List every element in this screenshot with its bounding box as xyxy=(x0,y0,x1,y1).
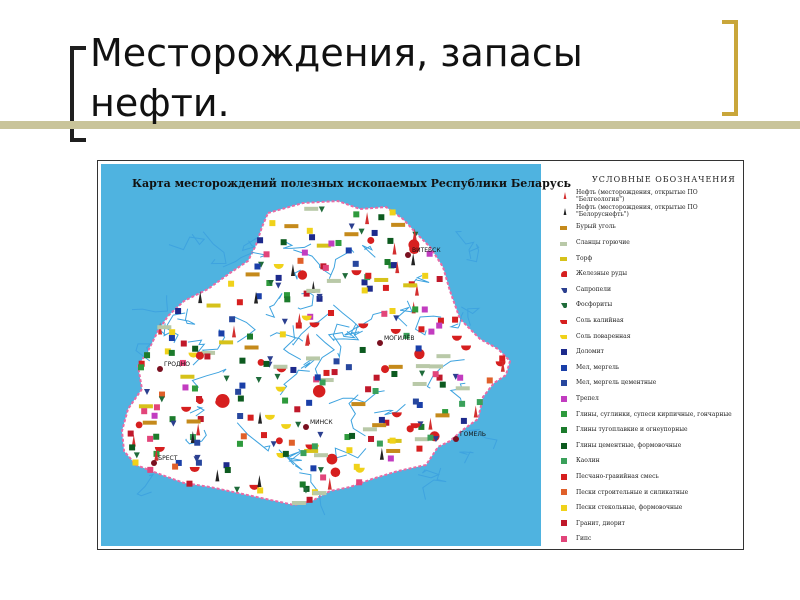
legend-item-label: Доломит xyxy=(576,348,604,356)
deposit-marker xyxy=(169,335,175,341)
deposit-marker xyxy=(320,474,326,480)
deposit-marker xyxy=(284,296,290,302)
map-title: Карта месторождений полезных ископаемых Республики Беларусь xyxy=(132,177,572,190)
deposit-marker xyxy=(257,487,263,493)
legend-item xyxy=(550,391,740,407)
deposit-marker xyxy=(353,261,359,267)
deposit-marker xyxy=(169,350,175,356)
deposit-marker xyxy=(452,317,458,323)
city-label: ВИТЕБСК xyxy=(412,247,441,254)
legend-item xyxy=(550,282,740,298)
city-label: МИНСК xyxy=(310,419,333,426)
deposit-marker xyxy=(154,404,160,410)
legend-item xyxy=(550,438,740,454)
city-dot xyxy=(157,366,163,372)
legend-list xyxy=(550,188,740,547)
city-label: БРЕСТ xyxy=(158,455,178,462)
legend-item xyxy=(550,297,740,313)
deposit-marker xyxy=(306,400,312,406)
deposit-marker xyxy=(263,361,269,367)
deposit-marker xyxy=(187,419,201,423)
legend-item xyxy=(550,188,740,204)
deposit-marker xyxy=(368,436,374,442)
deposit-marker xyxy=(499,355,505,361)
legend-item-label: Бурый уголь xyxy=(576,223,616,231)
deposit-marker xyxy=(487,377,493,383)
deposit-marker xyxy=(273,365,287,369)
legend-item-label: Песчано-гравийная смесь xyxy=(576,472,659,480)
deposit-marker xyxy=(334,358,340,364)
deposit-marker xyxy=(237,299,243,305)
deposit-marker xyxy=(477,399,483,405)
legend-swatch-icon xyxy=(560,426,567,433)
legend-swatch-icon xyxy=(560,223,567,230)
deposit-marker xyxy=(229,316,235,322)
legend-item-label: Пески строительные и силикатные xyxy=(576,488,689,496)
legend-item xyxy=(550,344,740,360)
legend-item-label: Пески стекольные, формовочные xyxy=(576,504,683,512)
deposit-marker xyxy=(228,281,234,287)
deposit-marker xyxy=(204,353,210,359)
deposit-marker xyxy=(207,304,221,308)
deposit-marker xyxy=(312,443,318,449)
legend-item xyxy=(550,219,740,235)
deposit-marker xyxy=(365,273,371,279)
city-label: ГРОДНО xyxy=(164,361,190,368)
deposit-marker xyxy=(136,422,143,429)
legend-item xyxy=(550,531,740,547)
deposit-marker xyxy=(219,340,233,344)
legend-item-label: Трепел xyxy=(576,395,599,403)
deposit-marker xyxy=(390,209,396,215)
legend-title: УСЛОВНЫЕ ОБОЗНАЧЕНИЯ xyxy=(592,175,736,184)
deposit-marker xyxy=(353,211,359,217)
deposit-marker xyxy=(309,234,315,240)
deposit-marker xyxy=(245,345,259,349)
deposit-marker xyxy=(192,385,198,391)
deposit-marker xyxy=(327,454,338,465)
deposit-marker xyxy=(129,444,135,450)
deposit-marker xyxy=(351,402,365,406)
city-label: МОГИЛЁВ xyxy=(384,335,415,342)
deposit-marker xyxy=(280,331,286,337)
deposit-marker xyxy=(241,433,247,439)
legend-item xyxy=(550,266,740,282)
deposit-marker xyxy=(356,479,362,485)
deposit-marker xyxy=(175,308,181,314)
deposit-marker xyxy=(261,432,267,438)
deposit-marker xyxy=(362,279,368,285)
deposit-marker xyxy=(363,427,377,431)
deposit-marker xyxy=(385,259,391,265)
deposit-marker xyxy=(138,364,144,370)
deposit-marker xyxy=(440,382,446,388)
deposit-marker xyxy=(390,438,396,444)
deposit-marker xyxy=(387,238,393,244)
city-dot xyxy=(151,460,157,466)
deposit-marker xyxy=(298,270,307,279)
deposit-marker xyxy=(258,359,265,366)
legend-swatch-icon xyxy=(560,473,567,480)
legend-swatch-icon xyxy=(560,410,567,417)
city-dot xyxy=(453,436,459,442)
deposit-marker xyxy=(367,286,373,292)
deposit-marker xyxy=(327,279,341,283)
deposit-marker xyxy=(247,334,253,340)
legend-item xyxy=(550,204,740,220)
deposit-marker xyxy=(153,434,159,440)
deposit-marker xyxy=(172,464,178,470)
legend-item xyxy=(550,500,740,516)
deposit-marker xyxy=(313,385,325,397)
legend-item-label: Сланцы горючие xyxy=(576,239,630,247)
deposit-marker xyxy=(381,365,389,373)
deposit-marker xyxy=(306,289,320,293)
deposit-marker xyxy=(436,323,442,329)
deposit-marker xyxy=(300,481,306,487)
deposit-marker xyxy=(237,441,243,447)
legend-item-label: Глины тугоплавкие и огнеупорные xyxy=(576,426,688,434)
legend-swatch-icon xyxy=(560,364,567,371)
legend-item xyxy=(550,313,740,329)
deposit-marker xyxy=(196,352,204,360)
deposit-marker xyxy=(237,413,243,419)
deposit-marker xyxy=(416,446,422,452)
legend-item-label: Фосфориты xyxy=(576,301,613,309)
legend-swatch-icon xyxy=(560,208,567,215)
deposit-marker xyxy=(374,375,380,381)
deposit-marker xyxy=(147,467,153,473)
deposit-marker xyxy=(257,237,263,243)
deposit-marker xyxy=(225,467,231,473)
deposit-marker xyxy=(310,465,316,471)
legend-item xyxy=(550,406,740,422)
deposit-marker xyxy=(294,406,300,412)
legend-item xyxy=(550,469,740,485)
map-figure xyxy=(97,160,744,550)
deposit-marker xyxy=(415,437,429,441)
deposit-marker xyxy=(332,369,338,375)
legend-item-label: Глины, суглинки, супеси кирпичные, гончарные xyxy=(576,410,732,418)
legend-item-label: Торф xyxy=(576,254,593,262)
deposit-marker xyxy=(282,398,288,404)
deposit-marker xyxy=(301,450,307,456)
deposit-marker xyxy=(354,464,360,470)
deposit-marker xyxy=(169,329,175,335)
deposit-marker xyxy=(391,371,397,377)
legend-item-label: Мел, мергель xyxy=(576,363,620,371)
deposit-marker xyxy=(367,237,374,244)
deposit-marker xyxy=(372,230,378,236)
deposit-marker xyxy=(186,481,192,487)
deposit-marker xyxy=(373,388,379,394)
deposit-marker xyxy=(246,272,260,276)
deposit-marker xyxy=(152,413,158,419)
deposit-marker xyxy=(192,346,198,352)
legend-swatch-icon xyxy=(560,535,567,542)
deposit-marker xyxy=(302,250,308,256)
deposit-marker xyxy=(429,364,443,368)
deposit-marker xyxy=(422,273,428,279)
legend-item-label: Гранит, диорит xyxy=(576,519,625,527)
legend-item-label: Нефть (месторождения, открытые ПО "Белгеология") xyxy=(576,188,698,203)
deposit-marker xyxy=(197,397,204,404)
legend-item xyxy=(550,375,740,391)
legend-swatch-icon xyxy=(560,395,567,402)
deposit-marker xyxy=(133,460,139,466)
deposit-marker xyxy=(254,264,260,270)
map-canvas xyxy=(98,161,544,549)
deposit-marker xyxy=(292,501,306,505)
legend-item-label: Мел, мергель цементные xyxy=(576,379,657,387)
deposit-marker xyxy=(346,247,352,253)
deposit-marker xyxy=(328,240,334,246)
deposit-marker xyxy=(264,251,270,257)
deposit-marker xyxy=(459,401,465,407)
deposit-marker xyxy=(365,386,371,392)
deposit-marker xyxy=(416,364,430,368)
legend-swatch-icon xyxy=(560,239,567,246)
deposit-marker xyxy=(374,278,388,282)
deposit-marker xyxy=(386,449,400,453)
deposit-marker xyxy=(306,356,320,360)
deposit-marker xyxy=(323,370,329,376)
deposit-marker xyxy=(143,421,157,425)
deposit-marker xyxy=(377,441,383,447)
deposit-marker xyxy=(346,447,352,453)
legend-item xyxy=(550,250,740,266)
deposit-marker xyxy=(390,308,396,314)
legend-swatch-icon xyxy=(560,442,567,449)
deposit-marker xyxy=(381,311,387,317)
deposit-marker xyxy=(283,451,289,457)
legend-item xyxy=(550,422,740,438)
deposit-marker xyxy=(281,239,287,245)
deposit-marker xyxy=(457,375,463,381)
deposit-marker xyxy=(416,345,422,351)
deposit-marker xyxy=(456,386,470,390)
legend-item-label: Нефть (месторождения, открытые ПО "Белоруснефть") xyxy=(576,204,698,219)
deposit-marker xyxy=(218,330,224,336)
deposit-marker xyxy=(328,310,334,316)
legend-swatch-icon xyxy=(560,457,567,464)
deposit-marker xyxy=(276,275,282,281)
right-bracket-decoration xyxy=(722,20,738,116)
deposit-marker xyxy=(362,287,368,293)
city-dot xyxy=(303,424,309,430)
legend-item xyxy=(550,235,740,251)
legend-item xyxy=(550,453,740,469)
deposit-marker xyxy=(307,497,313,503)
deposit-marker xyxy=(435,413,449,417)
deposit-marker xyxy=(239,383,245,389)
deposit-marker xyxy=(428,329,434,335)
deposit-marker xyxy=(297,258,303,264)
deposit-marker xyxy=(216,394,230,408)
deposit-marker xyxy=(194,440,200,446)
deposit-marker xyxy=(413,399,419,405)
deposit-marker xyxy=(196,460,202,466)
deposit-marker xyxy=(289,440,295,446)
legend-item xyxy=(550,328,740,344)
deposit-marker xyxy=(269,220,275,226)
legend-swatch-icon xyxy=(560,270,567,277)
legend-item-label: Железные руды xyxy=(576,270,627,278)
city-dot xyxy=(405,252,411,258)
deposit-marker xyxy=(418,326,424,332)
legend-swatch-icon xyxy=(560,317,567,324)
deposit-marker xyxy=(141,408,147,414)
deposit-marker xyxy=(388,455,394,461)
deposit-marker xyxy=(314,453,328,457)
deposit-marker xyxy=(312,491,326,495)
deposit-marker xyxy=(290,367,296,373)
deposit-marker xyxy=(238,396,244,402)
deposit-marker xyxy=(403,283,417,287)
legend-item-label: Сапропели xyxy=(576,285,611,293)
deposit-marker xyxy=(304,207,318,211)
deposit-marker xyxy=(413,382,427,386)
deposit-marker xyxy=(284,224,298,228)
deposit-marker xyxy=(147,436,153,442)
deposit-marker xyxy=(331,467,341,477)
deposit-marker xyxy=(157,325,171,329)
legend-item-label: Каолин xyxy=(576,457,600,465)
legend-swatch-icon xyxy=(560,348,567,355)
deposit-marker xyxy=(427,435,433,441)
deposit-marker xyxy=(346,364,352,370)
legend-item xyxy=(550,515,740,531)
legend-swatch-icon xyxy=(560,192,567,199)
deposit-marker xyxy=(139,404,153,408)
deposit-marker xyxy=(276,437,283,444)
legend-item-label: Соль поваренная xyxy=(576,332,631,340)
city-label: ГОМЕЛЬ xyxy=(460,431,486,438)
deposit-marker xyxy=(344,232,358,236)
legend-item-label: Глины цементные, формовочные xyxy=(576,441,682,449)
city-dot xyxy=(377,340,383,346)
deposit-marker xyxy=(461,418,467,424)
deposit-marker xyxy=(128,431,134,437)
map-legend xyxy=(550,175,740,545)
deposit-marker xyxy=(323,265,329,271)
deposit-marker xyxy=(349,433,355,439)
deposit-marker xyxy=(182,384,188,390)
deposit-marker xyxy=(383,285,389,291)
legend-item xyxy=(550,484,740,500)
deposit-marker xyxy=(180,375,194,379)
legend-item-label: Соль калийная xyxy=(576,317,624,325)
deposit-marker xyxy=(235,389,241,395)
legend-swatch-icon xyxy=(560,332,567,339)
deposit-marker xyxy=(239,358,245,364)
deposit-marker xyxy=(378,214,384,220)
legend-swatch-icon xyxy=(560,519,567,526)
deposit-marker xyxy=(315,374,321,380)
legend-swatch-icon xyxy=(560,488,567,495)
deposit-marker xyxy=(437,276,443,282)
legend-swatch-icon xyxy=(560,504,567,511)
deposit-marker xyxy=(412,306,418,312)
deposit-marker xyxy=(307,228,313,234)
deposit-marker xyxy=(181,341,187,347)
deposit-marker xyxy=(335,240,341,246)
deposit-marker xyxy=(391,223,405,227)
deposit-marker xyxy=(389,365,403,369)
deposit-marker xyxy=(372,423,386,427)
legend-item-label: Гипс xyxy=(576,535,592,543)
legend-swatch-icon xyxy=(560,286,567,293)
deposit-marker xyxy=(360,347,366,353)
deposit-marker xyxy=(379,417,385,423)
deposit-marker xyxy=(422,306,428,312)
deposit-marker xyxy=(433,371,439,377)
legend-swatch-icon xyxy=(560,379,567,386)
slide-title: Месторождения, запасы нефти. xyxy=(90,31,583,125)
deposit-marker xyxy=(144,352,150,358)
legend-swatch-icon xyxy=(560,301,567,308)
deposit-marker xyxy=(436,354,450,358)
legend-item xyxy=(550,360,740,376)
deposit-marker xyxy=(391,262,397,268)
deposit-marker xyxy=(248,415,254,421)
legend-swatch-icon xyxy=(560,254,567,261)
